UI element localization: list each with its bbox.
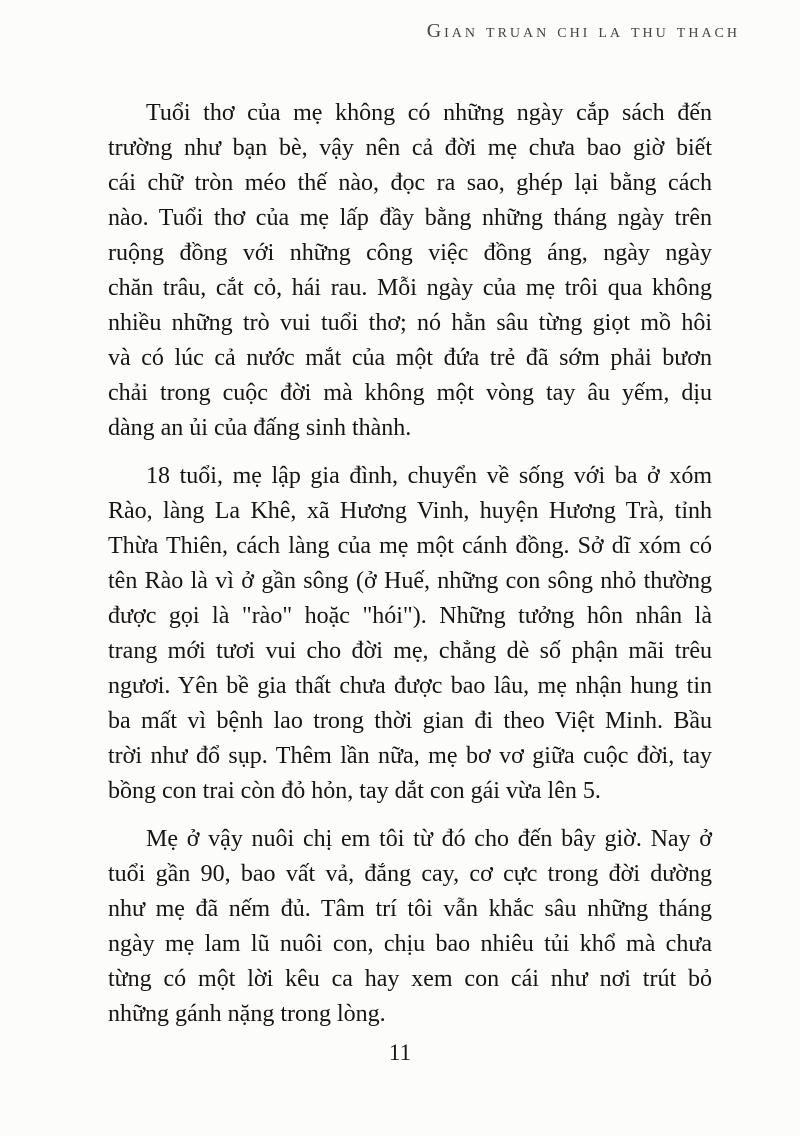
text-line: Rào, làng La Khê, xã Hương Vinh, huyện Hương Trà, tỉnh: [108, 498, 712, 524]
text-line: trường như bạn bè, vậy nên cả đời mẹ chưa bao giờ biết: [108, 135, 712, 161]
text-line: tuổi gần 90, bao vất vả, đắng cay, cơ cực trong đời dường: [108, 861, 712, 887]
text-line: Mẹ ở vậy nuôi chị em tôi từ đó cho đến bây giờ. Nay ở: [146, 826, 712, 852]
text-line: trời như đổ sụp. Thêm lần nữa, mẹ bơ vơ giữa cuộc đời, tay: [108, 743, 712, 769]
text-line: bồng con trai còn đỏ hỏn, tay dắt con gái vừa lên 5.: [108, 778, 601, 804]
text-line: những gánh nặng trong lòng.: [108, 1001, 386, 1027]
text-line: 18 tuổi, mẹ lập gia đình, chuyển về sống với ba ở xóm: [146, 463, 712, 489]
paragraph: [108, 459, 712, 809]
text-line: và có lúc cả nước mắt của một đứa trẻ đã sớm phải bươn: [108, 345, 712, 371]
text-line: trang mới tươi vui cho đời mẹ, chẳng dè số phận mãi trêu: [108, 638, 712, 664]
text-line: ngươi. Yên bề gia thất chưa được bao lâu, mẹ nhận hung tin: [108, 673, 712, 699]
body-text: [108, 96, 712, 1032]
text-line: dàng an ủi của đấng sinh thành.: [108, 415, 412, 441]
text-line: Thừa Thiên, cách làng của mẹ một cánh đồng. Sở dĩ xóm có: [108, 533, 712, 559]
text-line: tên Rào là vì ở gần sông (ở Huế, những con sông nhỏ thường: [108, 568, 712, 594]
running-header: Gian truan chi la thu thach: [426, 20, 740, 42]
text-line: nhiều những trò vui tuổi thơ; nó hằn sâu từng giọt mồ hôi: [108, 310, 712, 336]
text-line: được gọi là "rào" hoặc "hói"). Những tưởng hôn nhân là: [108, 603, 712, 629]
paragraph: [108, 96, 712, 446]
text-line: Tuổi thơ của mẹ không có những ngày cắp sách đến: [146, 100, 712, 126]
page-number: 11: [388, 1040, 412, 1065]
text-line: cái chữ tròn méo thế nào, đọc ra sao, ghép lại bằng cách: [108, 170, 712, 196]
text-line: từng có một lời kêu ca hay xem con cái như nơi trút bỏ: [108, 966, 712, 992]
text-line: ba mất vì bệnh lao trong thời gian đi theo Việt Minh. Bầu: [108, 708, 712, 734]
text-line: như mẹ đã nếm đủ. Tâm trí tôi vẫn khắc sâu những tháng: [108, 896, 712, 922]
text-line: nào. Tuổi thơ của mẹ lấp đầy bằng những tháng ngày trên: [108, 205, 712, 231]
paragraph: [108, 822, 712, 1032]
text-line: ruộng đồng với những công việc đồng áng, ngày ngày: [108, 240, 712, 266]
text-line: chăn trâu, cắt cỏ, hái rau. Mỗi ngày của mẹ trôi qua không: [108, 275, 712, 301]
text-line: chải trong cuộc đời mà không một vòng tay âu yếm, dịu: [108, 380, 712, 406]
text-line: ngày mẹ lam lũ nuôi con, chịu bao nhiêu tủi khổ mà chưa: [108, 931, 712, 957]
